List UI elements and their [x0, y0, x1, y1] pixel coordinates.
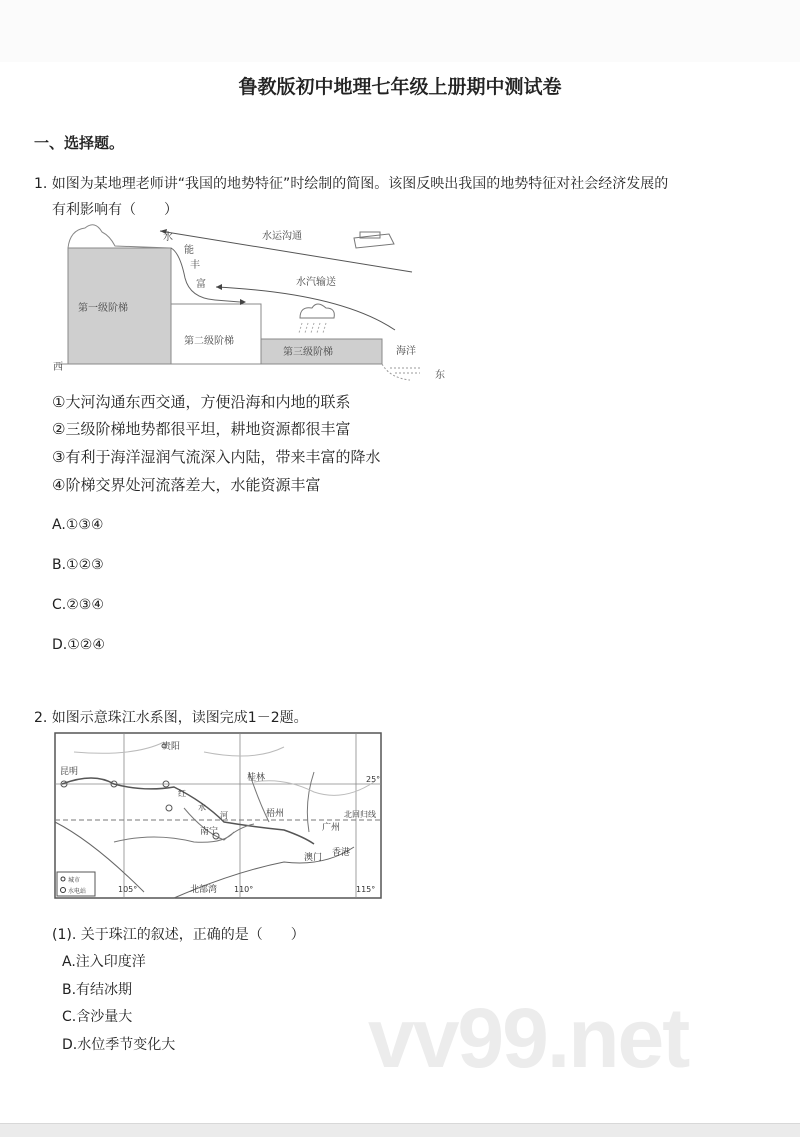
- q1-option-c[interactable]: C.②③④: [52, 597, 104, 613]
- tropic-label: 北回归线: [344, 810, 376, 819]
- q2-sub1-option-b[interactable]: B.有结冰期: [62, 982, 133, 998]
- city-guangzhou: 广州: [322, 823, 341, 833]
- statement-4: ④阶梯交界处河流落差大，水能资源丰富: [52, 476, 321, 494]
- q2-stem: 2. 如图示意珠江水系图，读图完成1－2题。: [34, 710, 308, 726]
- map-label-he: 河: [220, 811, 228, 820]
- q1-stem-line2: 有利影响有（ ）: [52, 202, 178, 218]
- city-guilin: 桂林: [247, 773, 266, 783]
- ocean-label: 海洋: [396, 346, 416, 357]
- map-label-hong: 红: [178, 789, 186, 798]
- lon-105: 105°: [118, 885, 138, 894]
- lat-25: 25°: [366, 775, 381, 784]
- beibu-gulf-label: 北部湾: [190, 885, 218, 895]
- city-nanning: 南宁: [200, 827, 219, 837]
- q2-sub1-stem: (1). 关于珠江的叙述，正确的是（ ）: [52, 927, 305, 943]
- city-kunming: 昆明: [60, 767, 79, 777]
- step1-label: 第一级阶梯: [78, 303, 128, 314]
- step3-label: 第三级阶梯: [283, 347, 333, 358]
- statement-3: ③有利于海洋湿润气流深入内陆，带来丰富的降水: [52, 448, 381, 466]
- pearl-river-map: [54, 732, 382, 899]
- terrain-steps-diagram: [50, 218, 450, 383]
- hydro-label-2: 能: [184, 245, 194, 256]
- map-label-shui: 水: [198, 803, 206, 812]
- hydro-label-3: 丰: [190, 260, 200, 271]
- legend-city: 城市: [68, 877, 81, 884]
- section-heading: 一、选择题。: [34, 134, 125, 152]
- city-hongkong: 香港: [332, 848, 351, 858]
- page-title: 鲁教版初中地理七年级上册期中测试卷: [238, 76, 562, 98]
- q1-stem-line1: 1. 如图为某地理老师讲“我国的地势特征”时绘制的简图。该图反映出我国的地势特征对社会经济发展的: [34, 176, 669, 192]
- east-label: 东: [435, 370, 445, 381]
- waterway-label: 水运沟通: [262, 231, 302, 242]
- page-header-band: [0, 0, 800, 62]
- step2-label: 第二级阶梯: [184, 336, 234, 347]
- city-guiyang: 贵阳: [162, 742, 181, 752]
- statement-1: ①大河沟通东西交通，方便沿海和内地的联系: [52, 393, 351, 411]
- q2-sub1-option-c[interactable]: C.含沙量大: [62, 1009, 133, 1025]
- city-macau: 澳门: [304, 853, 323, 863]
- q1-option-d[interactable]: D.①②④: [52, 637, 105, 653]
- lon-110: 110°: [234, 885, 254, 894]
- q2-sub1-option-d[interactable]: D.水位季节变化大: [62, 1037, 176, 1053]
- statement-2: ②三级阶梯地势都很平坦，耕地资源都很丰富: [52, 420, 351, 438]
- city-wuzhou: 梧州: [266, 809, 285, 819]
- q1-option-b[interactable]: B.①②③: [52, 557, 104, 573]
- vapor-label: 水汽输送: [296, 277, 336, 288]
- q2-sub1-option-a[interactable]: A.注入印度洋: [62, 954, 146, 970]
- hydro-label-4: 富: [196, 279, 206, 290]
- lon-115: 115°: [356, 885, 376, 894]
- watermark: vv99.net: [368, 991, 689, 1085]
- west-label: 西: [53, 362, 63, 373]
- q1-option-a[interactable]: A.①③④: [52, 517, 104, 533]
- legend-hydropower: 水电站: [68, 888, 87, 895]
- hydro-label-1: 水: [163, 232, 173, 243]
